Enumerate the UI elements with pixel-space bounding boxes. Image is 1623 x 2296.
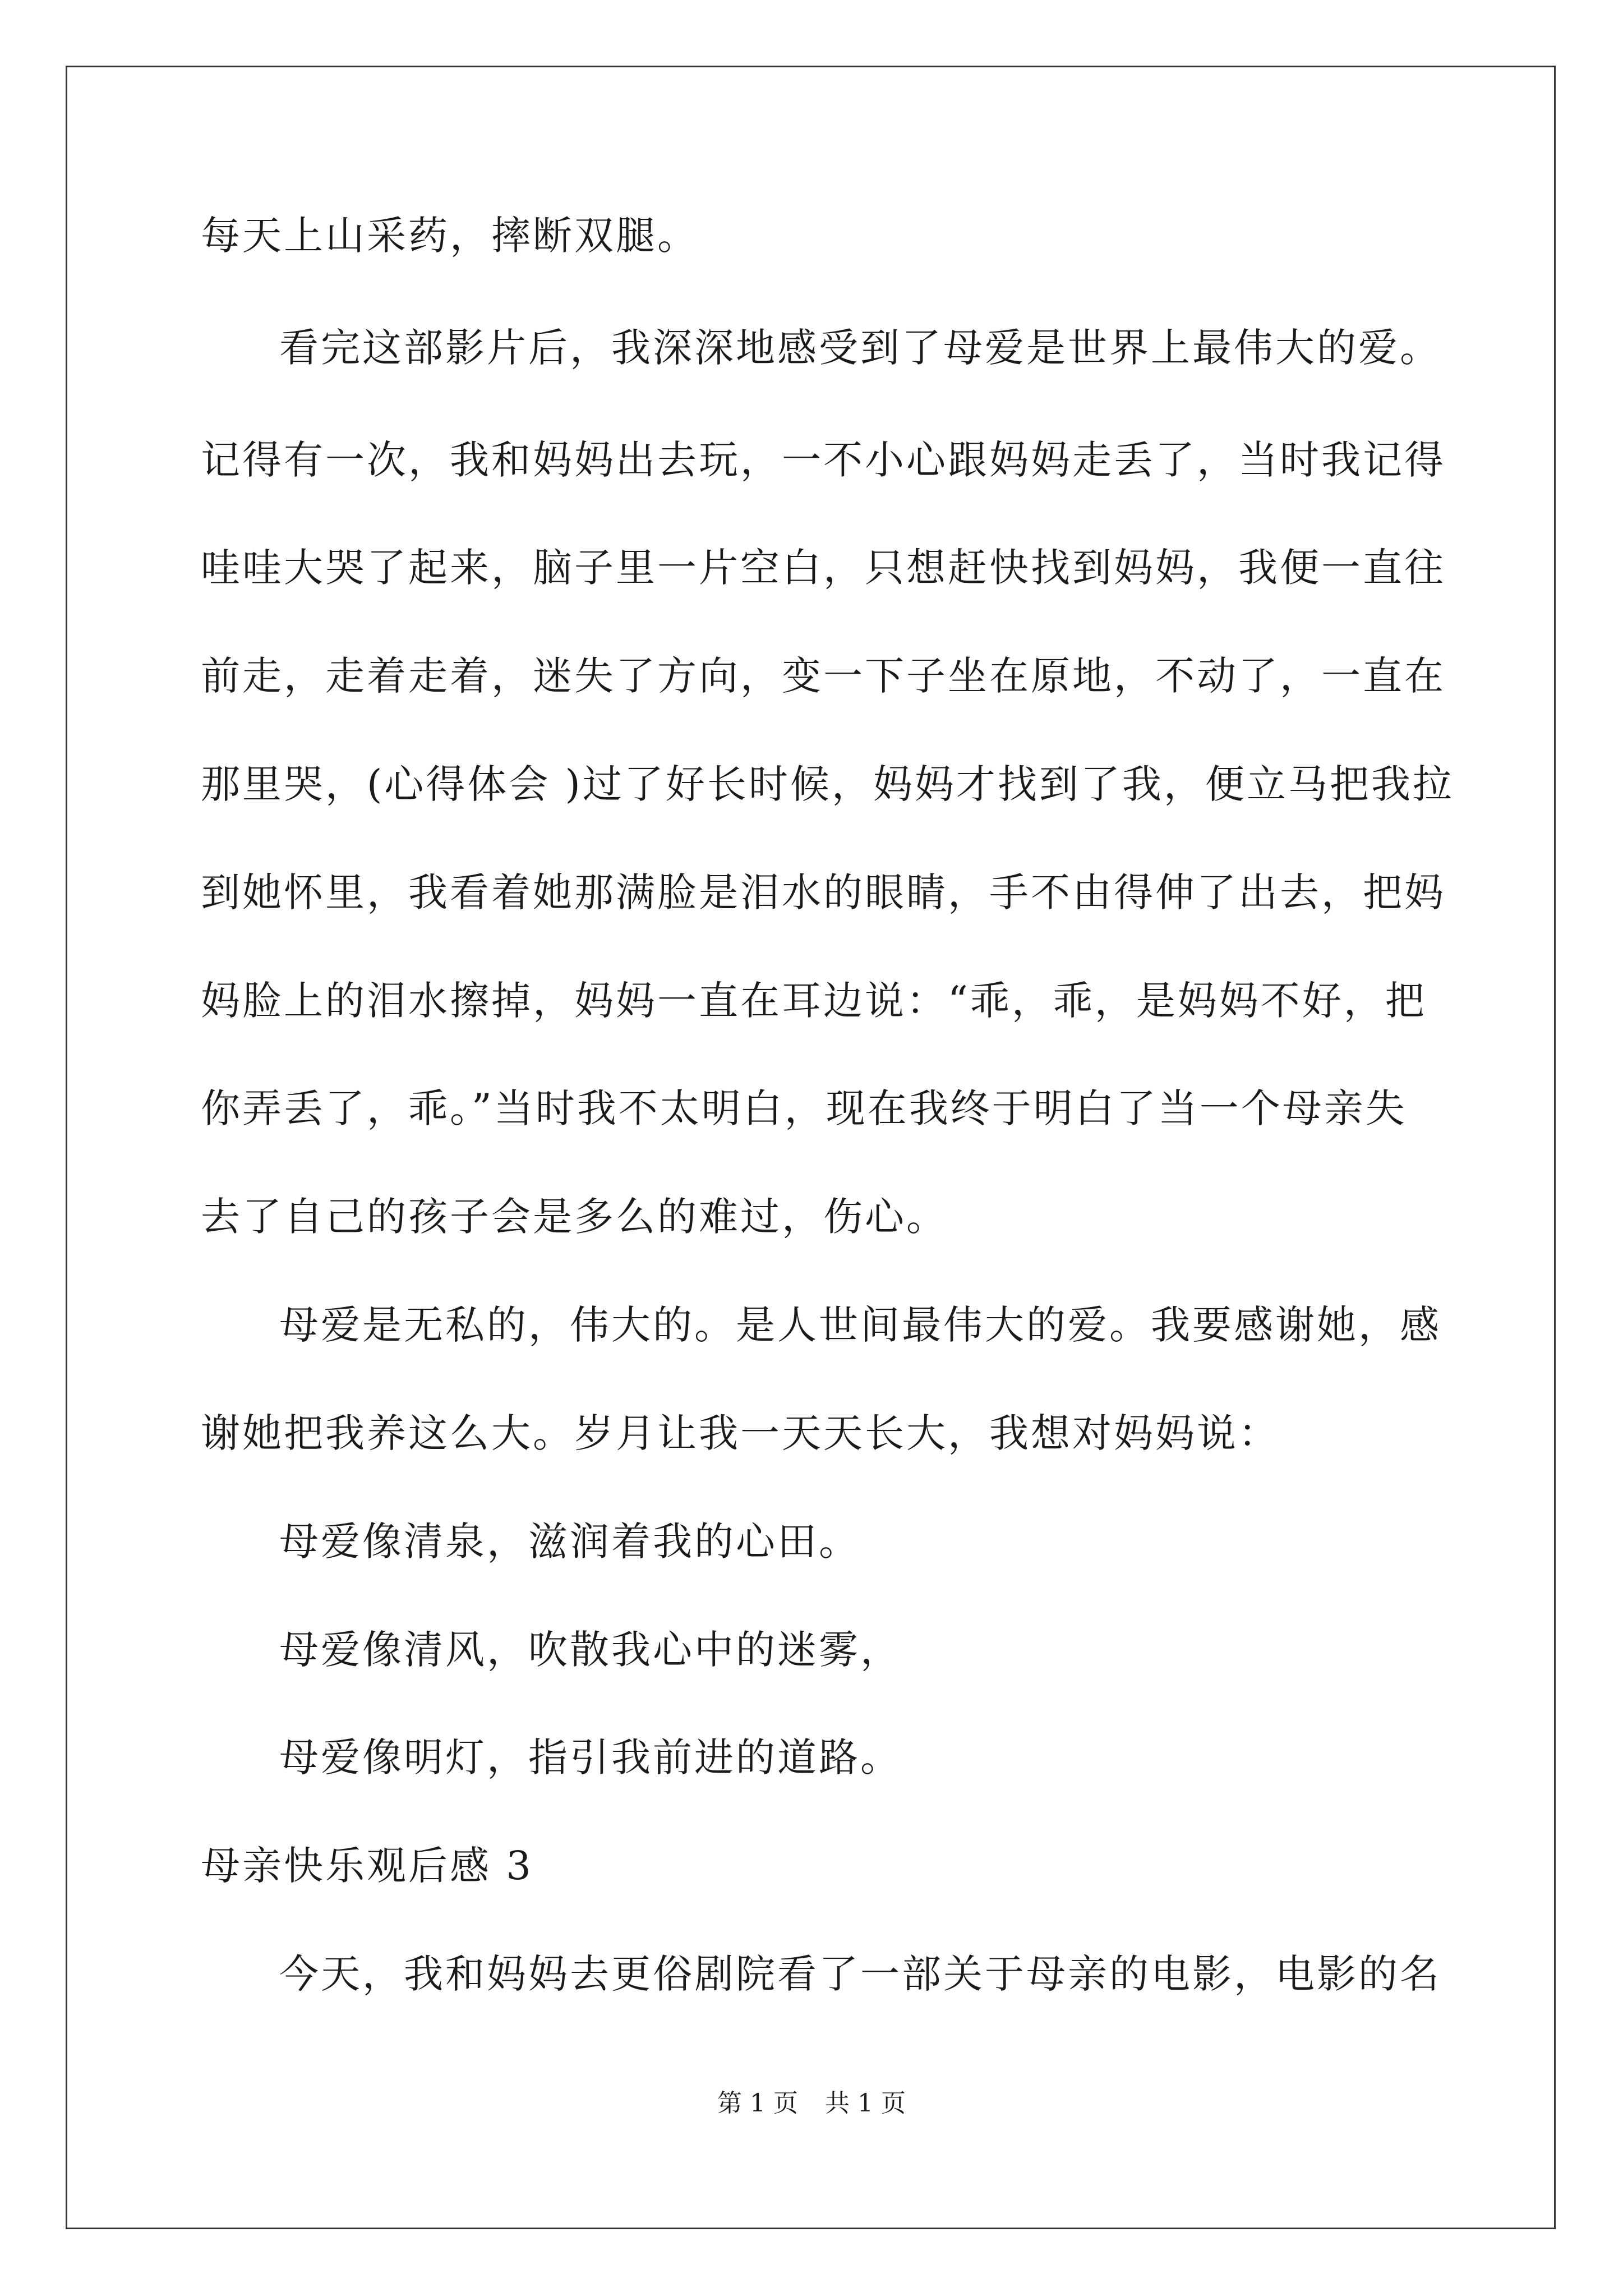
text-line: 记得有一次，我和妈妈出去玩，一不小心跟妈妈走丢了，当时我记得 (201, 437, 1446, 483)
text-line: 哇哇大哭了起来，脑子里一片空白，只想赶快找到妈妈，我便一直往 (201, 545, 1446, 591)
text-line: 今天，我和妈妈去更俗剧院看了一部关于母亲的电影，电影的名 (279, 1951, 1441, 1997)
text-line: 母爱像清风，吹散我心中的迷雾， (279, 1627, 902, 1673)
text-line: 看完这部影片后，我深深地感受到了母爱是世界上最伟大的爱。 (279, 325, 1441, 371)
page-number: 第 1 页 (717, 2089, 798, 2118)
text-line: 每天上山采药，摔断双腿。 (201, 213, 699, 259)
text-line: 去了自己的孩子会是多么的难过，伤心。 (201, 1194, 948, 1240)
text-line: 你弄丢了，乖。”当时我不太明白，现在我终于明白了当一个母亲失 (201, 1085, 1407, 1131)
text-line: 谢她把我养这么大。岁月让我一天天长大，我想对妈妈说： (201, 1410, 1280, 1456)
page-count: 共 1 页 (825, 2089, 906, 2118)
text-line: 母爱像清泉，滋润着我的心田。 (279, 1519, 860, 1565)
text-line: 前走，走着走着，迷失了方向，变一下子坐在原地，不动了，一直在 (201, 653, 1446, 699)
page-border (66, 66, 1556, 2229)
text-line: 到她怀里，我看着她那满脸是泪水的眼睛，手不由得伸了出去，把妈 (201, 869, 1446, 915)
text-line: 妈脸上的泪水擦掉，妈妈一直在耳边说：“乖，乖，是妈妈不好，把 (201, 978, 1427, 1024)
text-line: 母爱像明灯，指引我前进的道路。 (279, 1734, 902, 1780)
section-heading: 母亲快乐观后感 3 (201, 1843, 533, 1889)
text-line: 母爱是无私的，伟大的。是人世间最伟大的爱。我要感谢她，感 (279, 1302, 1441, 1348)
page-footer (0, 2087, 1623, 2120)
text-line: 那里哭，(心得体会 )过了好长时候，妈妈才找到了我，便立马把我拉 (201, 761, 1454, 807)
